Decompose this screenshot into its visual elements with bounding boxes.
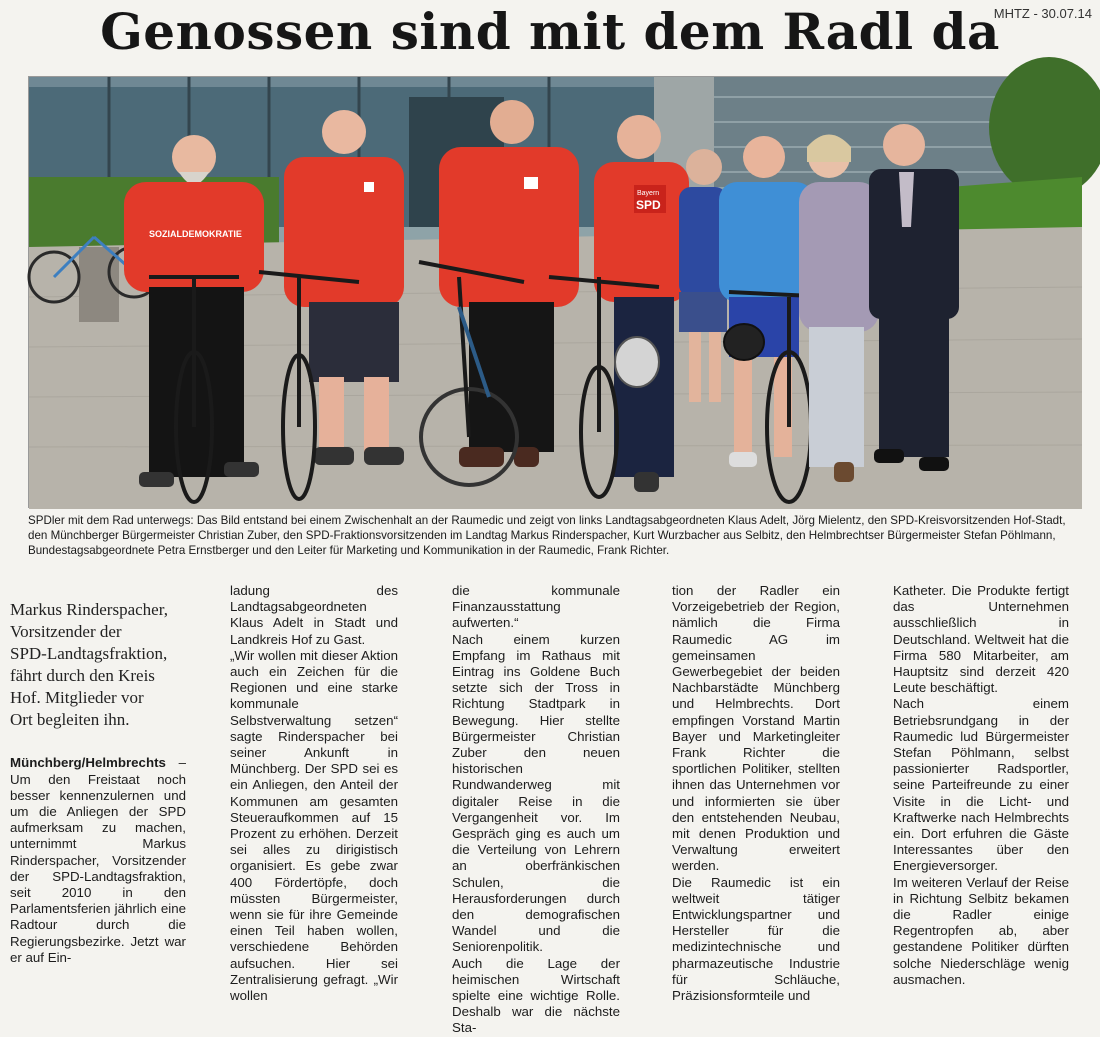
source-tag: MHTZ - 30.07.14 (993, 6, 1092, 21)
article-column-2: ladung des Landtagsabgeordneten Klaus Adelt in Stadt und Landkreis Hof zu Gast. „Wir wollen mit dieser Aktion auch ein Zeichen für die Regionen und eine starke kommunale Selbstverwaltung setzen“ sagte Rinderspacher bei seiner Ankunft in Münchberg. Der SPD sei es ein Anliegen, den Anteil der Kommunen am gesamten Steueraufkommen auf 15 Prozent zu erhöhen. Derzeit sei alles zu dirigistisch organisiert. Es gebe zwar 400 Fördertöpfe, doch müssten Bürgermeister, wenn sie für ihre Gemeinde einen Teil haben wollen, verschiedene Behörden aufsuchen. Hier sei Zentralisierung gefragt. „Wir wollen (230, 583, 398, 1004)
article-body-start (10, 755, 186, 966)
shirt-text: SOZIALDEMOKRATIE (149, 229, 242, 239)
article-column-5: Katheter. Die Produkte fertigt das Unternehmen ausschließlich in Deutschland. Weltweit hat die Firma 580 Mitarbeiter, am Hauptsitz sind derzeit 420 Leute beschäftigt. Nach einem Betriebsrundgang in der Raumedic lud Bürgermeister Stefan Pöhlmann, selbst passionierter Radsportler, seine Parteifreunde zu einer Visite in die Licht- und Kraftwerke nach Helmbrechts ein. Dort erfuhren die Gäste Interessantes über den Energieversorger. Im weiteren Verlauf der Reise in Richtung Selbitz bekamen die Radler einige Regentropfen ab, aber gestandene Politiker dürften solche Niederschläge wenig ausmachen. (893, 583, 1069, 987)
person-frank-richter (869, 124, 959, 471)
shirt-spd-text: SPD (636, 198, 661, 212)
headline: Genossen sind mit dem Radl da (100, 2, 1000, 61)
bike-helmet (615, 337, 659, 387)
shirt-bayern-text: Bayern (637, 190, 660, 197)
article-dateline: Münchberg/Helmbrechts (10, 755, 166, 771)
article-column-4: tion der Radler ein Vorzeigebetrieb der Region, nämlich die Firma Raumedic AG im gemeinsamen Gewerbegebiet der beiden Nachbarstädte Münchberg und Helmbrechts. Dort empfingen Vorstand Martin Bayer und Marketingleiter Frank Richter die sportlichen Politiker, stellten ihnen das Unternehmen vor und informierten sie über den entstehenden Neubau, mit denen Produktion und Verwaltung erweitert werden. Die Raumedic ist ein weltweit tätiger Entwicklungspartner und Hersteller für die medizintechnische und pharmazeutische Industrie für Schläuche, Präzisionsformteile und (672, 583, 840, 1004)
article-column-3: die kommunale Finanzausstattung aufwerten.“ Nach einem kurzen Empfang im Rathaus mit Eintrag ins Goldene Buch setzte sich der Tross in Richtung Stadtpark in Bewegung. Hier stellte Bürgermeister Christian Zuber den neuen historischen Rundwanderweg mit digitaler Reise in die Vergangenheit vor. Im Gespräch ging es auch um die Verteilung von Lehrern an oberfränkischen Schulen, die Herausforderungen durch den demografischen Wandel und die Seniorenpolitik. Auch die Lage der heimischen Wirtschaft spielte eine wichtige Rolle. Deshalb war die nächste Sta- (452, 583, 620, 1036)
group-photo (28, 76, 1081, 508)
article-column-1 (10, 583, 186, 982)
article-text-col1: – Um den Freistaat noch besser kennenzulernen und um die Anliegen der SPD aufmerksam zu machen, unternimmt Markus Rinderspacher, Vorsitzender der SPD-Landtagsfraktion, seit 2010 in den Parlamentsferien jährlich eine Radtour durch die Regierungsbezirke. Jetzt war er auf Ein- (10, 755, 186, 965)
photo-caption: SPDler mit dem Rad unterwegs: Das Bild entstand bei einem Zwischenhalt an der Raumedic und zeigt von links Landtagsabgeordneten Klaus Adelt, Jörg Mielentz, den SPD-Kreisvorsitzenden Hof-Stadt, den Münchberger Bürgermeister Christian Zuber, den SPD-Fraktionsvorsitzenden im Landtag Markus Rinderspacher, Kurt Wurzbacher aus Selbitz, den Helmbrechtser Bürgermeister Stefan Pöhlmann, Bundestagsabgeordnete Petra Ernstberger und den Leiter für Marketing und Kommunikation in der Raumedic, Frank Richter. (28, 514, 1066, 558)
article-teaser: Markus Rinderspacher, Vorsitzender der SPD-Landtagsfraktion, fährt durch den Kreis Hof. Mitglieder vor Ort begleiten ihn. (10, 600, 168, 730)
